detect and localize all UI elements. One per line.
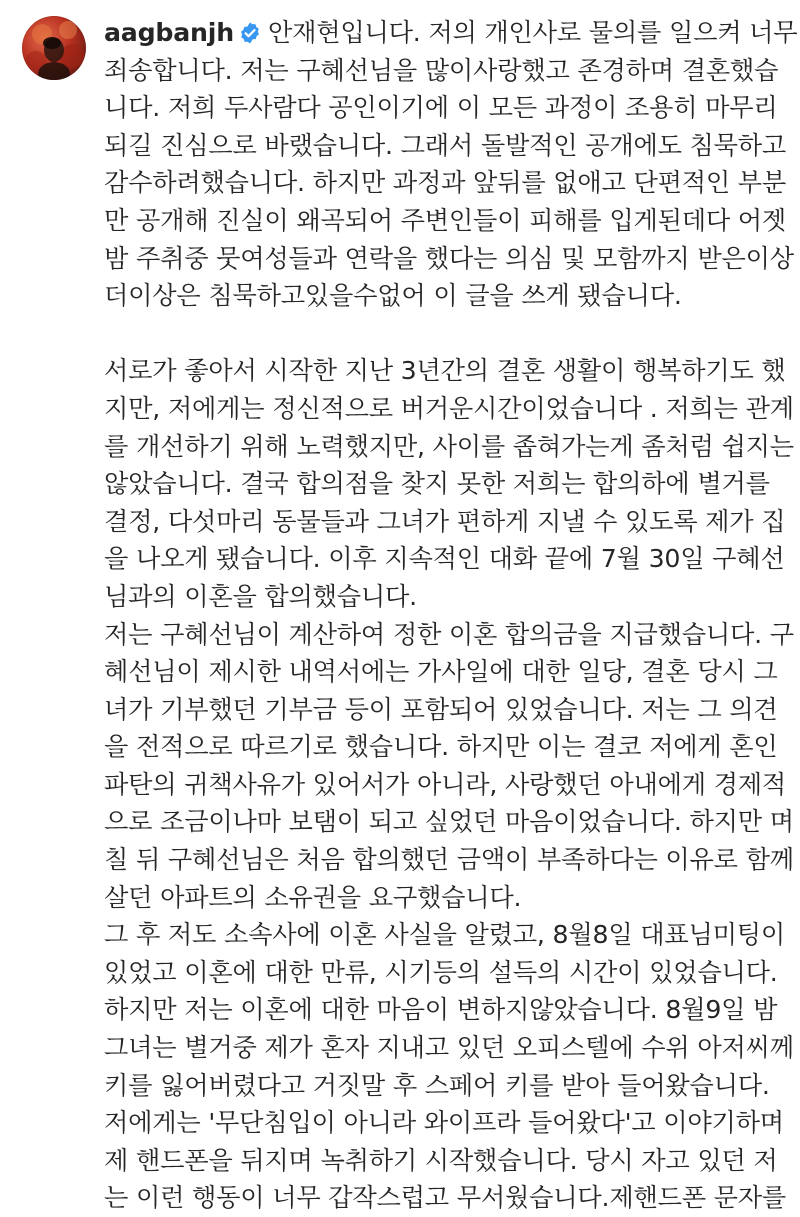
caption-line: 을 전적으로 따르기로 했습니다. 하지만 이는 결코 저에게 혼인 (104, 732, 778, 762)
post-caption (104, 14, 798, 1217)
caption-line: 그녀는 별거중 제가 혼자 지내고 있던 오피스텔에 수위 아저씨께 (104, 1033, 794, 1063)
caption-line: 제 핸드폰을 뒤지며 녹취하기 시작했습니다. 당시 자고 있던 저 (104, 1145, 778, 1175)
caption-line: 죄송합니다. 저는 구혜선님을 많이사랑했고 존경하며 결혼했습 (104, 55, 779, 85)
username-link[interactable]: aagbanjh (104, 18, 234, 47)
caption-line: 있었고 이혼에 대한 만류, 시기등의 설득의 시간이 있었습니다. (104, 957, 778, 987)
caption-line: 저에게는 '무단침입이 아니라 와이프라 들어왔다'고 이야기하며 (104, 1108, 784, 1138)
avatar-image (22, 16, 86, 80)
caption-line: 만 공개해 진실이 왜곡되어 주변인들이 피해를 입게된데다 어젯 (104, 205, 787, 235)
caption-line: 서로가 좋아서 시작한 지난 3년간의 결혼 생활이 행복하기도 했 (104, 356, 786, 386)
caption-line: 를 개선하기 위해 노력했지만, 사이를 좁혀가는게 좀처럼 쉽지는 (104, 431, 794, 461)
caption-line: 않았습니다. 결국 합의점을 찾지 못한 저희는 합의하에 별거를 (104, 469, 770, 499)
caption-line: 을 나오게 됐습니다. 이후 지속적인 대화 끝에 7월 30일 구혜선 (104, 544, 785, 574)
caption-text: 안재현입니다. 저의 개인사로 물의를 일으켜 너무 (267, 18, 798, 47)
caption-line: 지만, 저에게는 정신적으로 버거운시간이었습니다 . 저희는 관계 (104, 393, 794, 423)
caption-line: 파탄의 귀책사유가 있어서가 아니라, 사랑했던 아내에게 경제적 (104, 769, 787, 799)
caption-line: 녀가 기부했던 기부금 등이 포함되어 있었습니다. 저는 그 의견 (104, 694, 778, 724)
caption-line: 감수하려했습니다. 하지만 과정과 앞뒤를 없애고 단편적인 부분 (104, 168, 787, 198)
caption-line: 으로 조금이나마 보탬이 되고 싶었던 마음이었습니다. 하지만 며 (104, 807, 794, 837)
caption-line: 결정, 다섯마리 동물들과 그녀가 편하게 지낼 수 있도록 제가 집 (104, 506, 786, 536)
caption-line: 는 이런 행동이 너무 갑작스럽고 무서웠습니다.제핸드폰 문자를 (104, 1183, 787, 1213)
caption-line: 그 후 저도 소속사에 이혼 사실을 알렸고, 8월8일 대표님미팅이 (104, 920, 786, 950)
caption-line: 하지만 저는 이혼에 대한 마음이 변하지않았습니다. 8월9일 밤 (104, 995, 778, 1025)
caption-line: 밤 주취중 뭇여성들과 연락을 했다는 의심 및 모함까지 받은이상 (104, 243, 794, 273)
caption-line: 살던 아파트의 소유권을 요구했습니다. (104, 882, 522, 912)
caption-line: 니다. 저희 두사람다 공인이기에 이 모든 과정이 조용히 마무리 (104, 93, 778, 123)
caption-line: 저는 구혜선님이 계산하여 정한 이혼 합의금을 지급했습니다. 구 (104, 619, 794, 649)
caption-line: 되길 진심으로 바랬습니다. 그래서 돌발적인 공개에도 침묵하고 (104, 130, 787, 160)
caption-line: 칠 뒤 구혜선님은 처음 합의했던 금액이 부족하다는 이유로 함께 (104, 845, 794, 875)
caption-line: 혜선님이 제시한 내역서에는 가사일에 대한 일당, 결혼 당시 그 (104, 657, 778, 687)
caption-line: 키를 잃어버렸다고 거짓말 후 스페어 키를 받아 들어왔습니다. (104, 1070, 770, 1100)
verified-badge-icon (238, 21, 262, 45)
profile-avatar[interactable] (22, 16, 86, 80)
caption-line: 님과의 이혼을 합의했습니다. (104, 581, 417, 611)
paragraph-gap (104, 315, 784, 353)
caption-first-line (104, 14, 798, 52)
caption-line: 더이상은 침묵하고있을수없어 이 글을 쓰게 됐습니다. (104, 281, 682, 311)
